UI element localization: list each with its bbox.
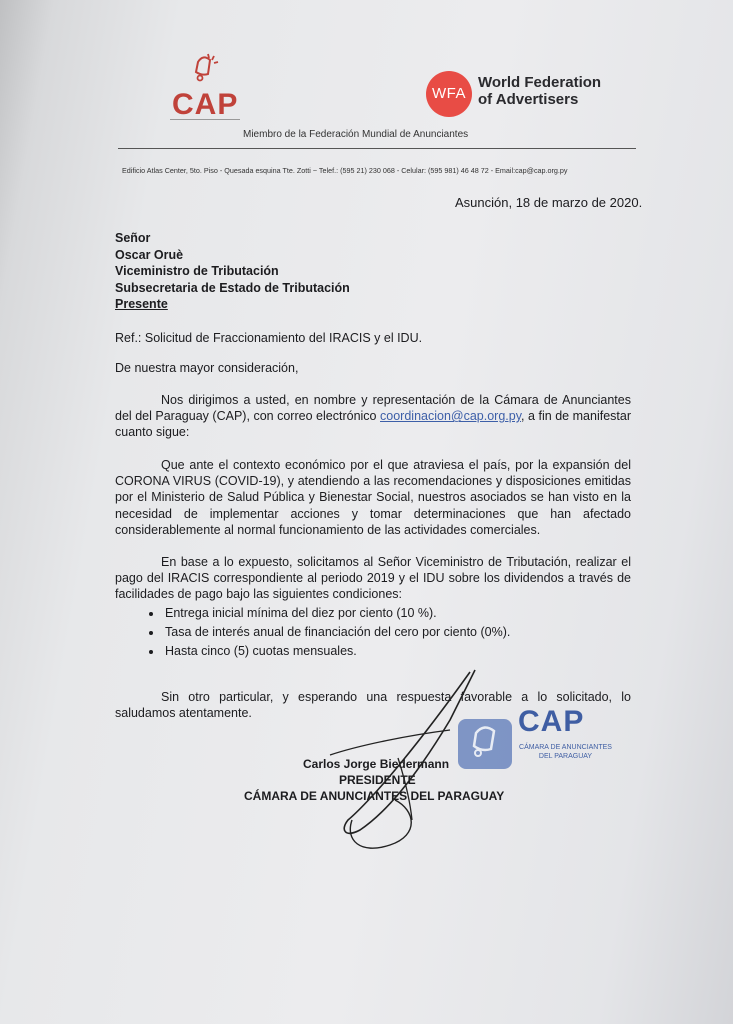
addressee-line: Subsecretaria de Estado de Tributación — [115, 280, 350, 295]
email-link[interactable]: coordinacion@cap.org.py — [380, 409, 522, 424]
addressee-presente: Presente — [115, 297, 168, 311]
addressee-line: Viceministro de Tributación — [115, 264, 279, 278]
paragraph-context: Que ante el contexto económico por el que atraviesa el país, por la expansión del CORONA VIRUS (COVID-19), y atendiendo a las recomendaciones y disposiciones emitidas por el Ministerio de Salud Pública y Bienestar Social, nuestros asociados se han visto en la necesidad de implementar acciones y tomar determinaciones que han afectado considerablemente al normal funcionamiento de las actividades comerciales. — [115, 458, 631, 537]
signatory-title: PRESIDENTE — [339, 773, 416, 787]
addressee-line: Señor — [115, 231, 151, 245]
condition-item: • Hasta cinco (5) cuotas mensuales. — [163, 642, 510, 661]
signatory-name: Carlos Jorge Biedermann — [303, 757, 450, 771]
header-divider — [118, 148, 636, 149]
paragraph-request: En base a lo expuesto, solicitamos al Señor Viceministro de Tributación, realizar el pago del IRACIS correspondiente al periodo 2019 y el IDU sobre los dividendos a través de facilidades de pago bajo las siguientes condiciones: — [115, 555, 631, 602]
paragraph-text: Nos dirigimos a usted, en nombre y representación de la Cámara de Anunciantes del del Paraguay (CAP), con correo electrónico — [115, 393, 631, 424]
cap-logo — [178, 52, 238, 88]
bell-icon — [178, 52, 238, 88]
contact-line: Edificio Atlas Center, 5to. Piso - Quesada esquina Tte. Zotti ~ Telef.: (595 21) 230 068 - Celular: (595 981) 46 48 72 - Email:cap@cap.org.py — [122, 166, 568, 175]
addressee-line: Oscar Oruè — [115, 247, 184, 262]
cap-logo-text: CAP — [172, 88, 239, 121]
addressee-block — [115, 230, 350, 313]
conditions-list — [135, 604, 510, 661]
reference-line: Ref.: Solicitud de Fraccionamiento del IRACIS y el IDU. — [115, 331, 423, 345]
greeting: De nuestra mayor consideración, — [115, 361, 299, 375]
wfa-badge: WFA — [426, 71, 472, 117]
handwritten-signature — [300, 660, 510, 860]
letter-date: Asunción, 18 de marzo de 2020. — [455, 195, 643, 210]
stamp-sub1: CÁMARA DE ANUNCIANTES — [519, 744, 612, 751]
wfa-name-line2: of Advertisers — [478, 91, 579, 108]
stamp-sub2: DEL PARAGUAY — [538, 753, 593, 760]
signatory-organization: CÁMARA DE ANUNCIANTES DEL PARAGUAY — [244, 789, 505, 803]
paragraph-closing: Sin otro particular, y esperando una respuesta favorable a lo solicitado, lo saludamos atentamente. — [115, 690, 631, 721]
wfa-name — [478, 74, 601, 108]
condition-item: • Entrega inicial mínima del diez por ciento (10 %). — [163, 604, 510, 623]
paragraph-intro — [115, 392, 631, 441]
paragraph-text: , a fin de manifestar cuanto sigue: — [115, 409, 632, 440]
stamp-subtitle — [518, 743, 613, 761]
member-line: Miembro de la Federación Mundial de Anunciantes — [243, 129, 469, 140]
cap-logo-underline — [170, 119, 240, 120]
wfa-name-line1: World Federation — [478, 74, 602, 91]
stamp-name: CAP — [518, 705, 585, 738]
condition-item: • Tasa de interés anual de financiación del cero por ciento (0%). — [163, 623, 510, 642]
